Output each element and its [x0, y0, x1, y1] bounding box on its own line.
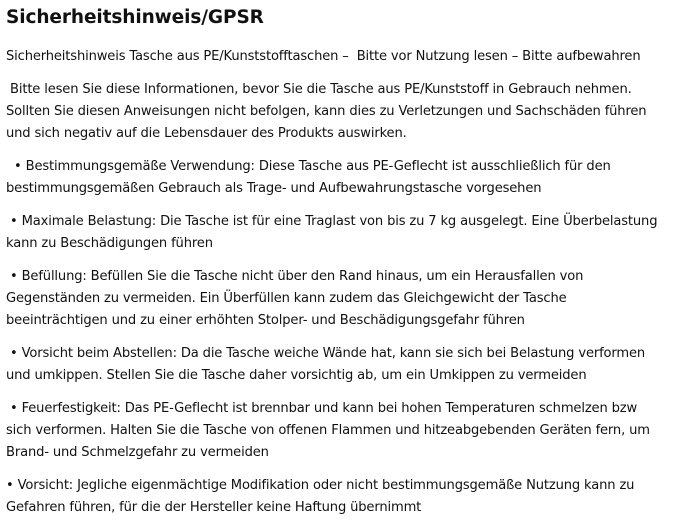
bullet-line: • Befüllung: Befüllen Sie die Tasche nicht über den Rand hinaus, um ein Herausfallen von: [6, 269, 584, 284]
bullet-line: • Maximale Belastung: Die Tasche ist für eine Traglast von bis zu 7 kg ausgelegt. Eine Überbelastung: [6, 214, 658, 229]
bullet-line: • Bestimmungsgemäße Verwendung: Diese Tasche aus PE-Geflecht ist ausschließlich für den: [6, 159, 611, 174]
bullet-caution: [6, 475, 684, 519]
bullet-line: Gegenständen zu vermeiden. Ein Überfüllen kann zudem das Gleichgewicht der Tasche: [6, 291, 567, 306]
bullet-line: kann zu Beschädigungen führen: [6, 236, 213, 251]
bullet-max-load: [6, 211, 684, 255]
document-title: Sicherheitshinweis/GPSR: [6, 7, 264, 28]
bullet-line: beeinträchtigen und zu einer erhöhten Stolper- und Beschädigungsgefahr führen: [6, 313, 525, 328]
bullet-line: • Feuerfestigkeit: Das PE-Geflecht ist brennbar und kann bei hohen Temperaturen schmelzen bzw: [6, 401, 638, 416]
lead-line: Bitte lesen Sie diese Informationen, bevor Sie die Tasche aus PE/Kunststoff in Gebrauch nehmen.: [6, 82, 632, 97]
bullet-filling: [6, 266, 684, 332]
bullet-placing: [6, 343, 684, 387]
bullet-line: Brand- und Schmelzgefahr zu vermeiden: [6, 445, 269, 460]
bullet-intended-use: [6, 156, 684, 200]
lead-line: und sich negativ auf die Lebensdauer des Produkts auswirken.: [6, 126, 407, 141]
lead-line: Sollten Sie diesen Anweisungen nicht befolgen, kann dies zu Verletzungen und Sachschäden führen: [6, 104, 647, 119]
bullet-line: sich verformen. Halten Sie die Tasche von offenen Flammen und hitzeabgebenden Geräten fern, um: [6, 423, 650, 438]
bullet-line: und umkippen. Stellen Sie die Tasche daher vorsichtig ab, um ein Umkippen zu vermeiden: [6, 368, 587, 383]
bullet-fire-resistance: [6, 398, 684, 464]
intro-line: [6, 46, 684, 68]
bullet-line: bestimmungsgemäßen Gebrauch als Trage- und Aufbewahrungstasche vorgesehen: [6, 181, 542, 196]
bullet-line: • Vorsicht beim Abstellen: Da die Tasche weiche Wände hat, kann sie sich bei Belastung verformen: [6, 346, 646, 361]
lead-paragraph: [6, 79, 684, 145]
intro-text: Sicherheitshinweis Tasche aus PE/Kunststofftaschen – Bitte vor Nutzung lesen – Bitte aufbewahren: [6, 49, 641, 64]
bullet-line: • Vorsicht: Jegliche eigenmächtige Modifikation oder nicht bestimmungsgemäße Nutzung kann zu: [6, 478, 635, 493]
bullet-line: Gefahren führen, für die der Hersteller keine Haftung übernimmt: [6, 500, 422, 515]
